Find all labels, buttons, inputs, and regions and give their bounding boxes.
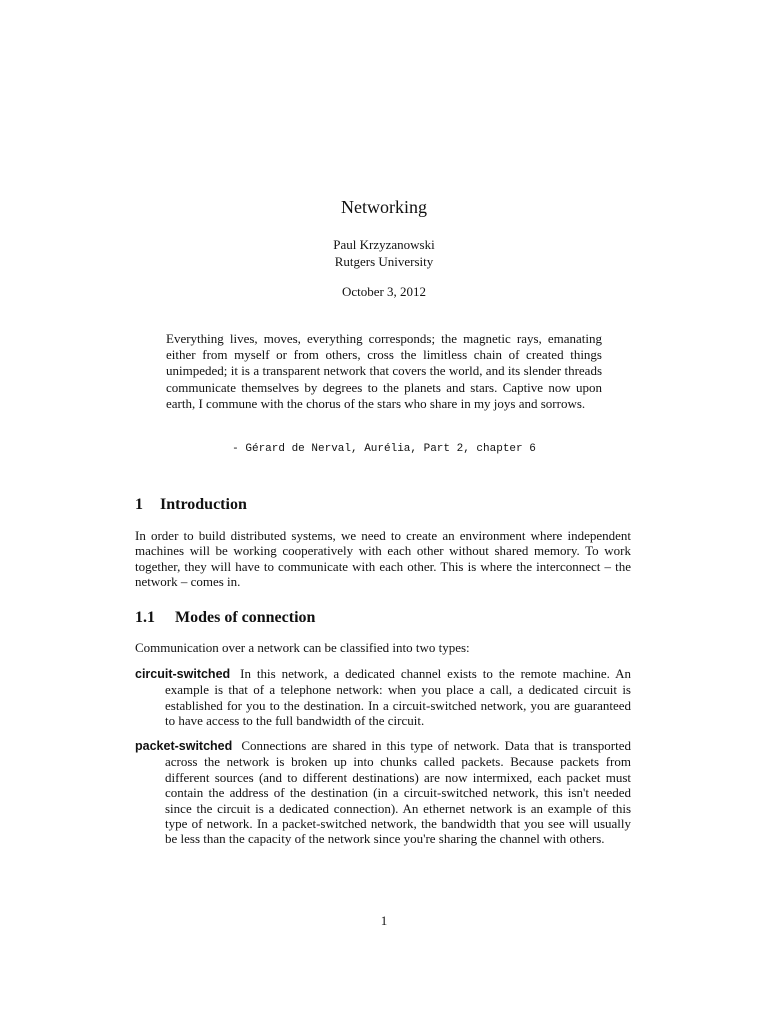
definition-packet-switched bbox=[135, 738, 631, 847]
subsection-title: Modes of connection bbox=[175, 609, 316, 626]
author-name: Paul Krzyzanowski bbox=[333, 237, 435, 252]
section-title: Introduction bbox=[160, 496, 247, 513]
document-title: Networking bbox=[341, 197, 427, 217]
definition-text: In this network, a dedicated channel exists to the remote machine. An example is that of a telephone network: when you place a call, a dedicated circuit is established for you to the destination. In a circuit-switched network, you are guaranteed to have access to the full bandwidth of the circuit. bbox=[165, 666, 632, 729]
document-date: October 3, 2012 bbox=[341, 284, 427, 299]
definition-term: packet-switched bbox=[135, 739, 233, 753]
epigraph-quote: Everything lives, moves, everything corresponds; the magnetic rays, emanating either from myself or from others, cross the limitless chain of created things unimpeded; it is a transparent network that covers the world, and its slender threads communicate themselves by degrees to the planets and stars. Captive now upon earth, I commune with the chorus of the stars who share in my joys and sorrows. bbox=[166, 331, 602, 411]
definition-term: circuit-switched bbox=[135, 667, 231, 681]
definition-text: Connections are shared in this type of network. Data that is transported across the network is broken up into chunks called packets. Because packets from different sources (and to different destinations) are now intermixed, each packet must contain the address of the destination (in a circuit-switched network, this isn't needed since the circuit is a dedicated connection). An ethernet network is an example of this type of network. In a packet-switched network, the bandwidth that you see will usually be less than the capacity of the network since you're sharing the channel with others. bbox=[165, 738, 632, 847]
section-heading-introduction bbox=[135, 496, 247, 514]
modes-intro-paragraph: Communication over a network can be classified into two types: bbox=[135, 640, 470, 655]
section-number: 1 bbox=[135, 496, 143, 513]
author-block bbox=[0, 236, 768, 270]
definition-circuit-switched bbox=[135, 666, 631, 729]
epigraph-attribution: - Gérard de Nerval, Aurélia, Part 2, chapter 6 bbox=[232, 443, 536, 455]
subsection-number: 1.1 bbox=[135, 609, 155, 626]
author-affiliation: Rutgers University bbox=[334, 254, 434, 269]
page-number: 1 bbox=[380, 913, 388, 928]
introduction-paragraph: In order to build distributed systems, we need to create an environment where independent machines will be working cooperatively with each other without shared memory. To work together, they will have to communicate with each other. This is where the interconnect – the network – comes in. bbox=[135, 528, 631, 590]
subsection-heading-modes bbox=[135, 609, 315, 627]
